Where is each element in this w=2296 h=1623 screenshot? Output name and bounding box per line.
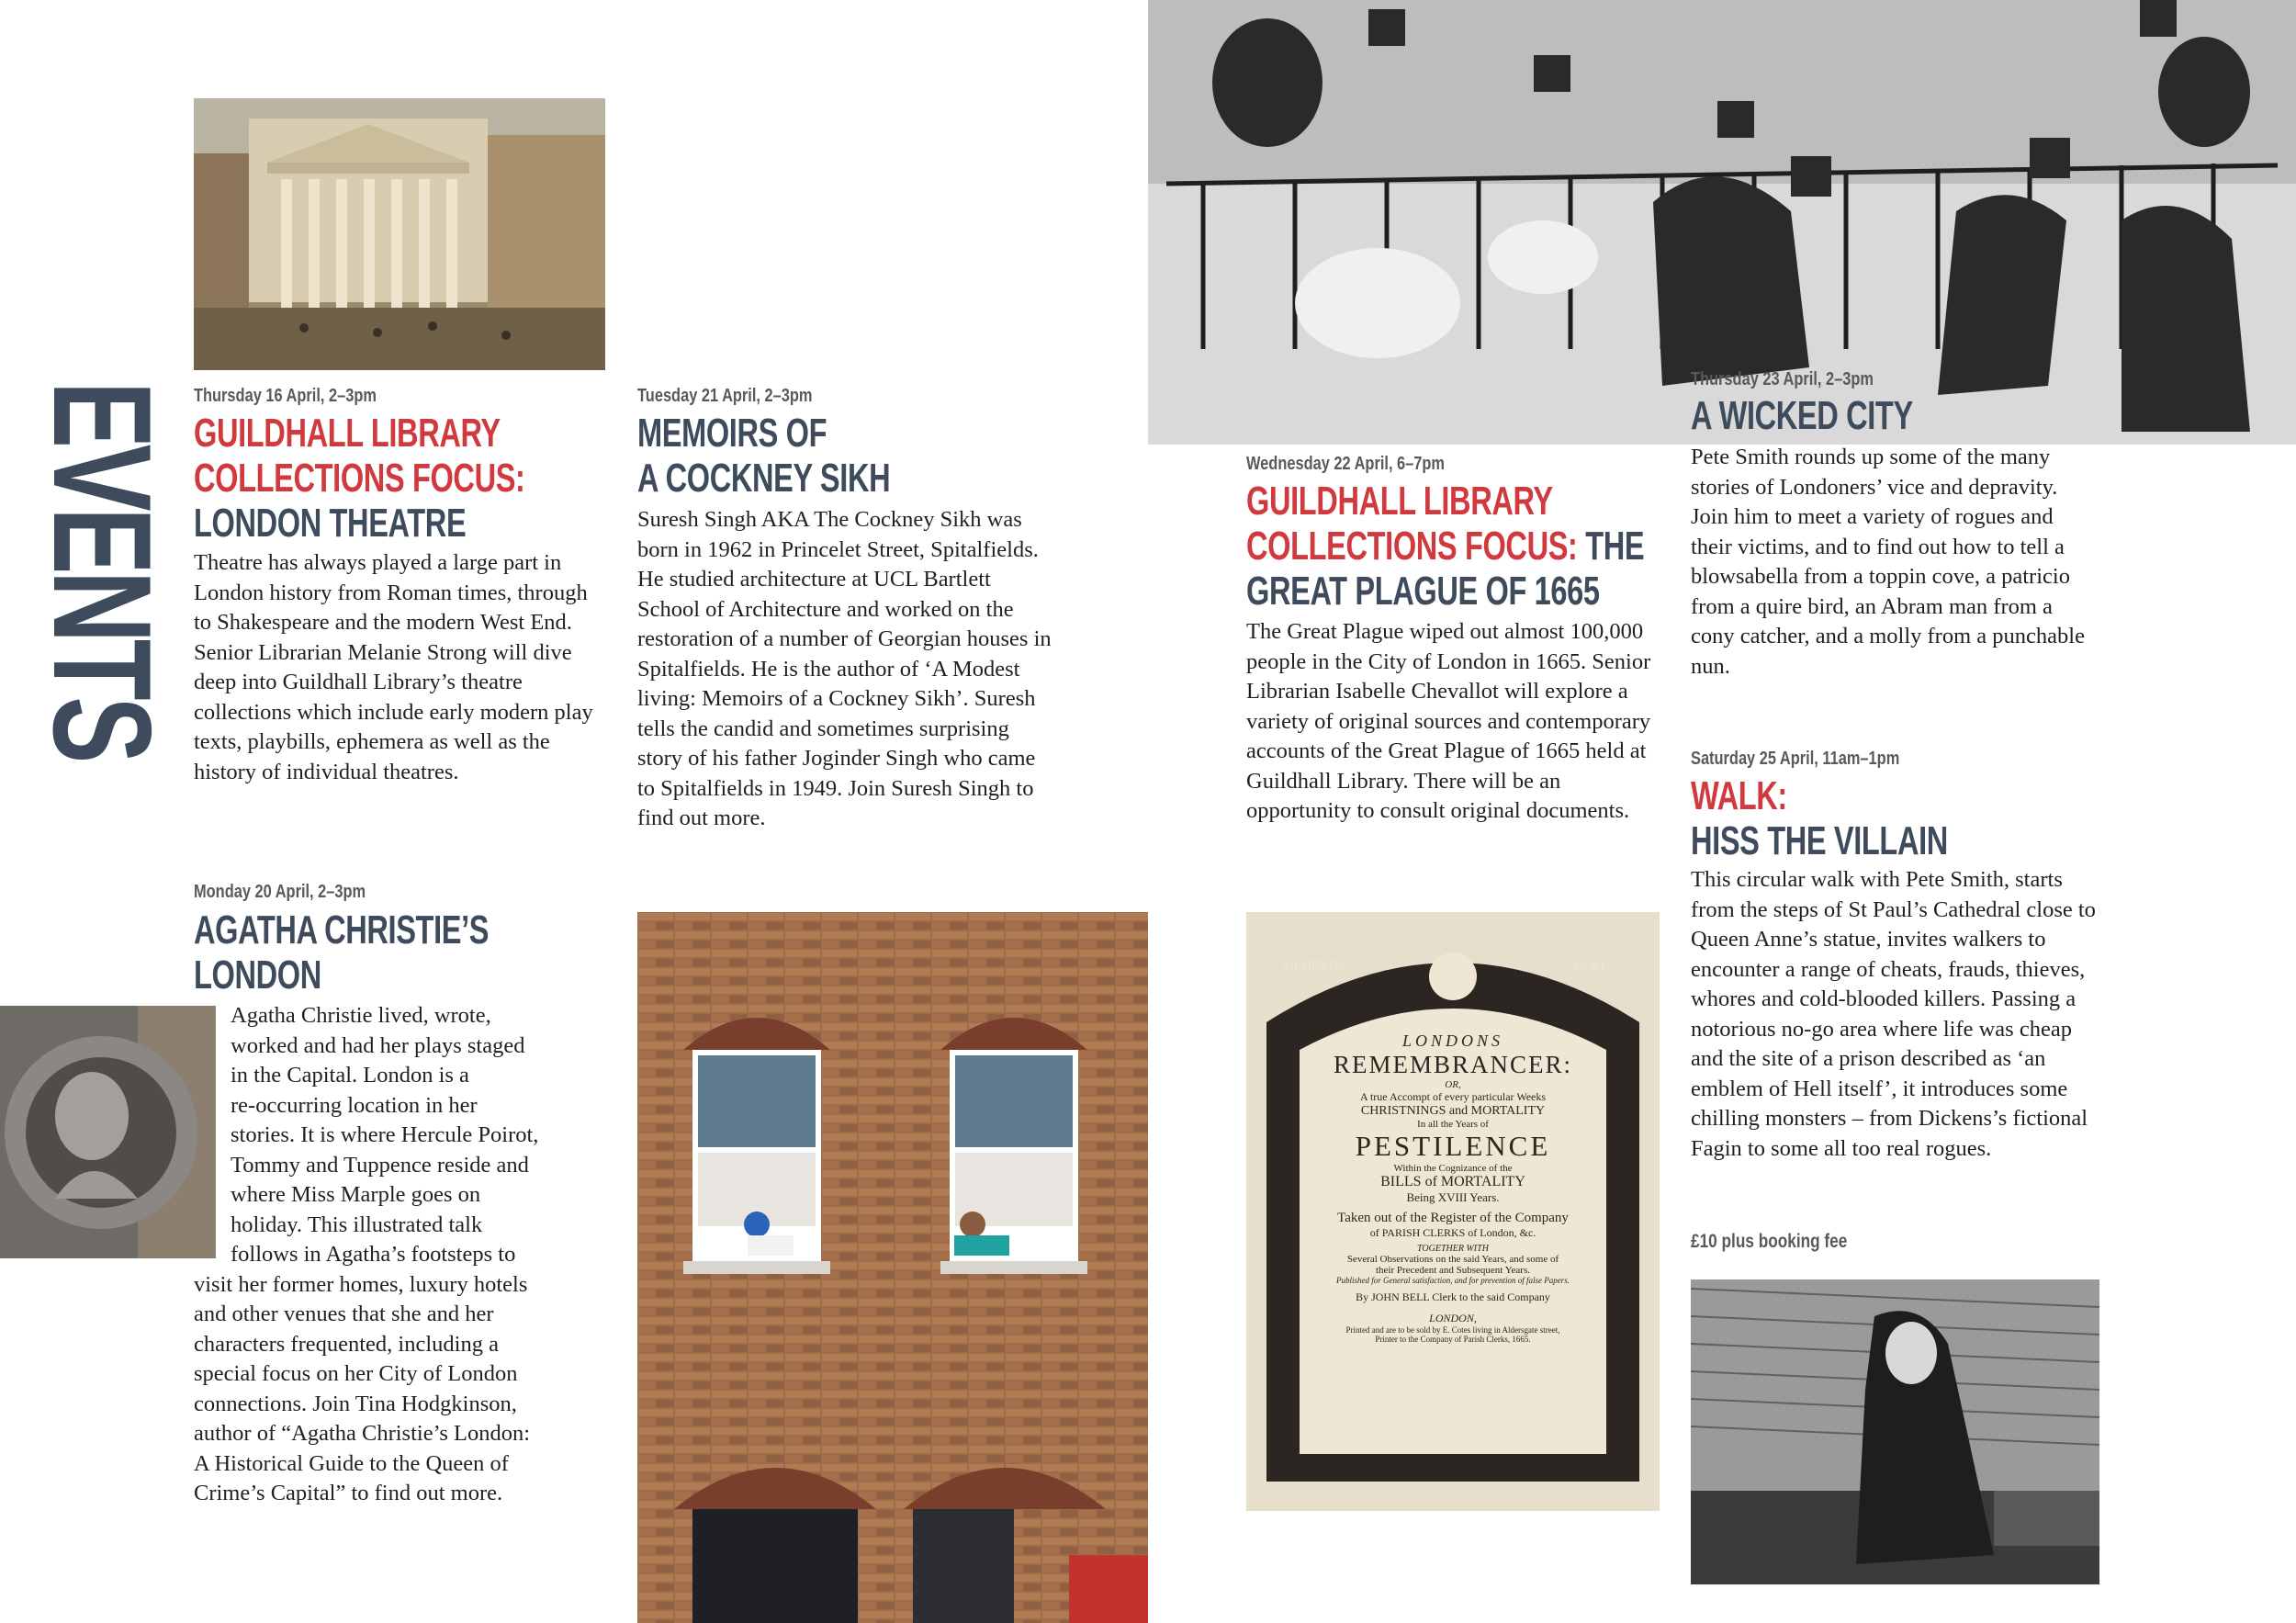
event-date-london-theatre: Thursday 16 April, 2–3pm	[194, 386, 377, 406]
heading-line: WALK:	[1691, 773, 1787, 818]
heading-line: LONDON THEATRE	[194, 501, 467, 546]
event-body-agatha	[194, 1001, 538, 1509]
body-line: special focus on her City of London	[194, 1361, 518, 1386]
bill-line: their Precedent and Subsequent Years.	[1375, 1265, 1531, 1276]
page-title: EVENTS	[24, 381, 180, 760]
heading-line	[1246, 524, 1644, 569]
event-date-wicked-city: Thursday 23 April, 2–3pm	[1691, 369, 1874, 389]
event-heading-agatha	[194, 907, 592, 997]
body-line: author of “Agatha Christie’s London:	[194, 1421, 531, 1446]
event-date-agatha: Monday 20 April, 2–3pm	[194, 882, 366, 902]
bill-line: LONDONS	[1401, 1031, 1504, 1050]
heading-part-slate: THE	[1577, 524, 1645, 569]
body-line: holiday. This illustrated talk	[231, 1212, 483, 1237]
theatre-painting-image	[194, 98, 605, 370]
body-line: re-occurring location in her	[231, 1092, 478, 1118]
body-line: Tommy and Tuppence reside and	[231, 1152, 529, 1178]
heading-line: GUILDHALL LIBRARY	[194, 411, 501, 456]
event-date-hiss-villain: Saturday 25 April, 11am–1pm	[1691, 749, 1900, 769]
event-heading-london-theatre	[194, 411, 641, 546]
body-line: A Historical Guide to the Queen of	[194, 1450, 509, 1476]
bill-line: Printer to the Company of Parish Clerks, 1665.	[1375, 1335, 1531, 1344]
bill-line: Being XVIII Years.	[1406, 1190, 1500, 1204]
body-line: Crime’s Capital” to find out more.	[194, 1481, 503, 1505]
heading-line: COLLECTIONS FOCUS:	[194, 456, 525, 501]
heading-line: A WICKED CITY	[1691, 393, 1913, 438]
heading-line: GUILDHALL LIBRARY	[1246, 479, 1553, 524]
londons-remembrancer-bill-image	[1246, 912, 1660, 1511]
bill-line: By JOHN BELL Clerk to the said Company	[1356, 1291, 1550, 1303]
event-date-cockney-sikh: Tuesday 21 April, 2–3pm	[637, 386, 813, 406]
bill-line: LONDON,	[1429, 1312, 1477, 1324]
bill-line: of PARISH CLERKS of London, &c.	[1369, 1226, 1536, 1239]
heading-line: AGATHA CHRISTIE’S	[194, 907, 490, 952]
bill-line: Taken out of the Register of the Company	[1337, 1211, 1569, 1225]
heading-part-red: COLLECTIONS FOCUS:	[1246, 524, 1578, 569]
heading-line: GREAT PLAGUE OF 1665	[1246, 569, 1600, 614]
body-line: worked and had her plays staged	[231, 1032, 525, 1058]
bill-line: PESTILENCE	[1355, 1130, 1551, 1162]
body-line: in the Capital. London is a	[231, 1063, 469, 1088]
brick-house-windows-image	[637, 912, 1148, 1623]
body-line: Agatha Christie lived, wrote,	[231, 1003, 491, 1028]
body-line: and other venues that she and her	[194, 1302, 494, 1326]
event-body-wicked-city: Pete Smith rounds up some of the many stories of Londoners’ vice and depravity. Join him to meet a variety of rogues and their victims, and to find out how to tell a blowsabella from a toppin cove, a patricio from a quire bird, an Abram man from a cony catcher, and a molly from a punchable nun.	[1691, 445, 2085, 679]
bill-line: MORI	[1573, 958, 1604, 972]
bill-line: TOGETHER WITH	[1417, 1244, 1489, 1254]
body-line: visit her former homes, luxury hotels	[194, 1271, 528, 1297]
bill-line: Printed and are to be sold by E. Cotes living in Aldersgate street,	[1345, 1325, 1560, 1335]
event-body-hiss-villain: This circular walk with Pete Smith, starts from the steps of St Paul’s Cathedral close to Queen Anne’s statue, invites walkers to encounter a range of cheats, frauds, thieves, whores and cold-blooded killers. Passing a notorious no-go area where life was cheap and the site of a prison described as ‘an emblem of Hell itself’, it introduces some chilling monsters – from Dickens’s fictional Fagin to some all too real rogues.	[1691, 867, 2096, 1161]
bill-line: REMEMBRANCER:	[1333, 1051, 1573, 1078]
bill-line: Within the Cognizance of the	[1393, 1163, 1513, 1174]
event-body-cockney-sikh: Suresh Singh AKA The Cockney Sikh was born in 1962 in Princelet Street, Spitalfields. He studied architecture at UCL Bartlett School of Architecture and worked on the restoration of a number of Georgian houses in Spitalfields. He is the author of ‘A Modest living: Memoirs of a Cockney Sikh’. Suresh tells the candid and sometimes surprising story of his father Joginder Singh who came to Spitalfields in 1949. Join Suresh Singh to find out more.	[637, 507, 1052, 830]
heading-line: MEMOIRS OF	[637, 411, 827, 456]
event-heading-wicked-city	[1691, 393, 1991, 438]
body-line: follows in Agatha’s footsteps to	[231, 1242, 516, 1267]
event-body-london-theatre: Theatre has always played a large part in London history from Roman times, through to Shakespeare and the modern West End. Senior Librarian Melanie Strong will dive deep into Guildhall Library’s theatre collections which include early modern play texts, playbills, ephemera as well as the history of individual theatres.	[194, 550, 593, 784]
body-line: connections. Join Tina Hodgkinson,	[194, 1391, 517, 1416]
body-line: stories. It is where Hercule Poirot,	[231, 1122, 539, 1147]
bill-line: Several Observations on the said Years, and some of	[1346, 1254, 1559, 1265]
heading-line: LONDON	[194, 952, 321, 997]
bill-line: CHRISTNINGS and MORTALITY	[1360, 1104, 1546, 1118]
heading-line: A COCKNEY SIKH	[637, 456, 891, 501]
bill-line: Published for General satisfaction, and for prevention of false Papers.	[1336, 1276, 1570, 1285]
body-line: where Miss Marple goes on	[231, 1182, 481, 1207]
body-line: characters frequented, including a	[194, 1331, 499, 1357]
event-heading-hiss-villain	[1691, 773, 2038, 863]
bill-line: MEMENTO	[1283, 958, 1344, 972]
event-heading-cockney-sikh	[637, 411, 979, 501]
event-date-plague: Wednesday 22 April, 6–7pm	[1246, 454, 1446, 474]
fagin-engraving-image	[1691, 1279, 2099, 1584]
bill-line: In all the Years of	[1417, 1119, 1489, 1130]
bill-line: BILLS of MORTALITY	[1380, 1174, 1525, 1189]
agatha-christie-bust-image	[0, 1006, 216, 1258]
event-price-hiss-villain: £10 plus booking fee	[1691, 1231, 1848, 1252]
bill-line: A true Accompt of every particular Weeks	[1359, 1090, 1547, 1103]
event-body-plague: The Great Plague wiped out almost 100,000 people in the City of London in 1665. Senior Librarian Isabelle Chevallot will explore a variety of original sources and contemporary accounts of the Great Plague of 1665 held at Guildhall Library. There will be an opportunity to consult original documents.	[1246, 619, 1651, 823]
bill-line: OR,	[1445, 1079, 1461, 1090]
heading-line: HISS THE VILLAIN	[1691, 818, 1948, 863]
